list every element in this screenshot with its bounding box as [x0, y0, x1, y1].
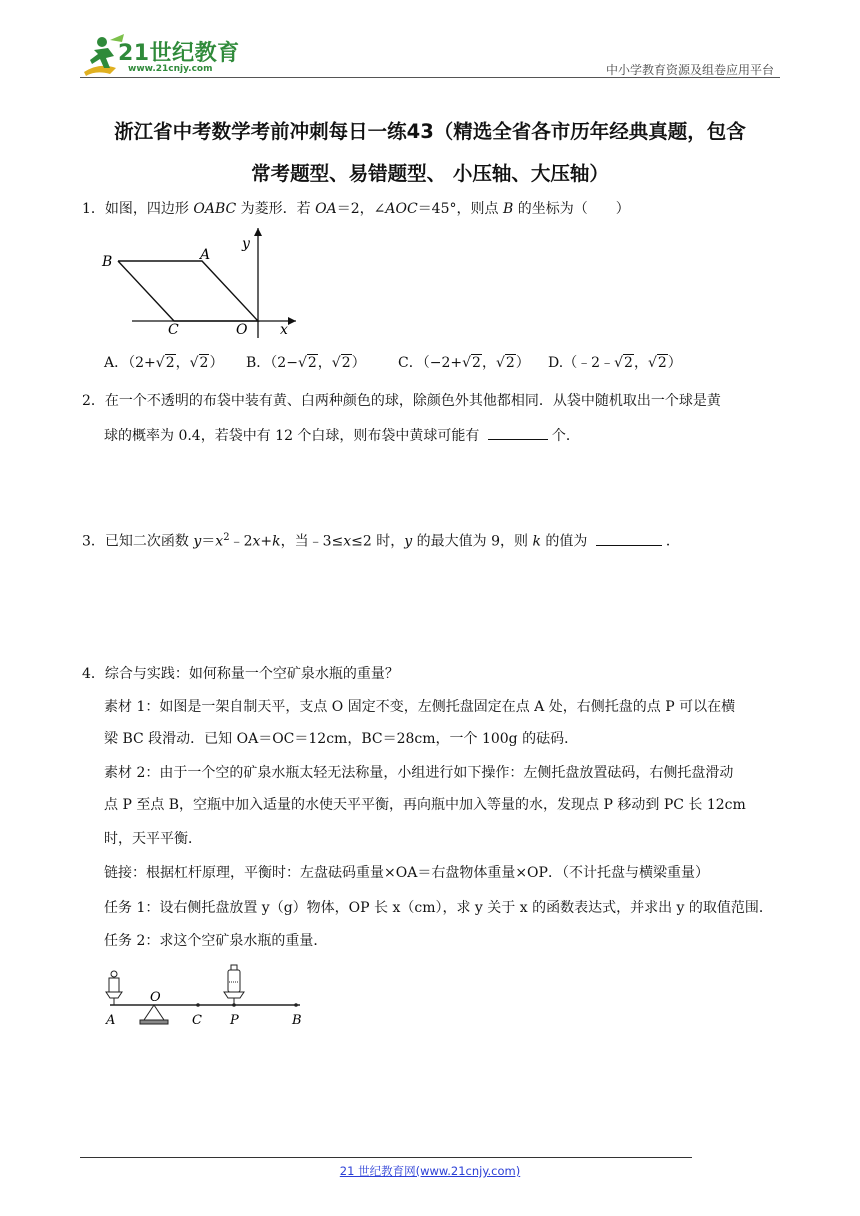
bottle-cap: [231, 965, 237, 970]
text: （−2+: [422, 355, 463, 371]
math-var: OABC: [193, 201, 237, 217]
radicand: 2: [624, 355, 633, 371]
option-B[interactable]: B．（2−√2，√2）: [246, 355, 366, 371]
point-C-dot: [196, 1003, 200, 1007]
option-D[interactable]: D.（﹣2﹣√2，√2）: [548, 355, 682, 371]
text: 在一个不透明的布袋中装有黄、白两种颜色的球，除颜色外其他都相同．从袋中随机取出一个球是黄: [104, 393, 721, 409]
option-label: A．: [104, 355, 129, 371]
question-1-stem: [82, 199, 630, 219]
axis-label-y: y: [242, 236, 250, 252]
fulcrum-base: [140, 1020, 168, 1024]
x-axis-arrow: [288, 317, 296, 325]
text: ＝2，∠: [336, 201, 386, 217]
option-C[interactable]: C．（−2+√2，√2）: [398, 355, 530, 371]
page-title-line1: 浙江省中考数学考前冲刺每日一练43（精选全省各市历年经典真题，包含: [114, 120, 746, 143]
text: 个．: [551, 428, 580, 444]
point-label-B: B: [292, 1013, 302, 1028]
point-label-O: O: [150, 990, 161, 1005]
math-var: y: [193, 533, 202, 550]
text: ）: [667, 355, 682, 371]
link-text: 链接：根据杠杆原理，平衡时：左盘砝码重量×OA＝右盘物体重量×OP．（不计托盘与横梁重量）: [104, 865, 709, 881]
footer-divider: [80, 1157, 692, 1158]
math-var: OA: [315, 201, 337, 217]
option-label: B．: [246, 355, 271, 371]
text: ，: [175, 355, 190, 371]
left-pan: [106, 992, 122, 998]
bottle-icon: [228, 970, 240, 992]
answer-blank[interactable]: [596, 531, 662, 546]
radicand: 2: [199, 355, 209, 371]
text: ，: [317, 355, 332, 371]
answer-blank[interactable]: [488, 425, 548, 440]
point-label-C: C: [168, 322, 179, 338]
text: +: [260, 533, 273, 550]
header-divider: [80, 77, 780, 78]
logo-url-text: www.21cnjy.com: [128, 64, 213, 74]
text: （﹣2﹣: [563, 355, 615, 371]
text: （2+: [128, 355, 156, 371]
question-number: 4．: [82, 666, 105, 682]
radicand: 2: [472, 355, 481, 371]
text: 的值为: [540, 533, 592, 550]
point-B-dot: [294, 1003, 298, 1007]
math-var: B: [502, 201, 514, 217]
text: ，: [633, 355, 648, 371]
fulcrum: [144, 1005, 164, 1020]
weight-knob: [111, 971, 117, 977]
point-P-dot: [232, 1003, 236, 1007]
radicand: 2: [657, 355, 667, 371]
text: 的最大值为 9，则: [412, 533, 533, 550]
text: ）: [351, 355, 366, 371]
rhombus-shape: [118, 261, 258, 321]
material-2-line1: 素材 2：由于一个空的矿泉水瓶太轻无法称量，小组进行如下操作：左侧托盘放置砝码，右侧托盘滑动: [104, 765, 734, 781]
option-label: D.: [548, 355, 564, 371]
text: 已知二次函数: [104, 533, 194, 550]
text: ＝: [201, 533, 216, 550]
exponent: 2: [223, 532, 230, 543]
point-label-P: P: [230, 1013, 239, 1028]
text: （2−: [270, 355, 298, 371]
task-1-text: 任务 1：设右侧托盘放置 y（g）物体，OP 长 x（cm），求 y 关于 x 的函数表达式，并求出 y 的取值范围．: [104, 900, 773, 916]
radicand: 2: [341, 355, 351, 371]
text: ，当﹣3≤: [280, 533, 344, 550]
balance-figure: [100, 962, 310, 1028]
text: ﹣2: [229, 533, 253, 550]
logo-brand-text: 21世纪教育: [118, 41, 240, 66]
text: ）: [515, 355, 530, 371]
point-label-B: B: [102, 254, 113, 270]
y-axis-arrow: [254, 228, 262, 236]
radicand: 2: [505, 355, 515, 371]
text: ≤2 时，: [351, 533, 405, 550]
option-label: C．: [398, 355, 423, 371]
question-number: 2．: [82, 393, 105, 409]
text: 球的概率为 0.4，若袋中有 12 个白球，则布袋中黄球可能有: [104, 428, 484, 444]
text: ，: [481, 355, 496, 371]
text: 为菱形．若: [236, 201, 316, 217]
question-3-stem: [82, 528, 680, 552]
math-var: y: [404, 533, 413, 550]
material-1-line1: 素材 1：如图是一架自制天平，支点 O 固定不变，左侧托盘固定在点 A 处，右侧托盘的点 P 可以在横: [104, 699, 736, 715]
footer-link[interactable]: 21 世纪教育网(www.21cnjy.com): [339, 1164, 521, 1178]
option-A[interactable]: A．（2+√2，√2）: [104, 355, 224, 371]
text: ．: [665, 533, 680, 550]
question-number: 1．: [82, 201, 105, 217]
math-var: k: [272, 533, 281, 550]
question-4-intro: [82, 664, 399, 684]
material-1-line2: 梁 BC 段滑动．已知 OA＝OC＝12cm，BC＝28cm，一个 100g 的砝码．: [104, 731, 579, 747]
math-var: x: [343, 533, 352, 550]
task-2-text: 任务 2：求这个空矿泉水瓶的重量．: [104, 933, 328, 949]
material-2-line2: 点 P 至点 B，空瓶中加入适量的水使天平平衡，再向瓶中加入等量的水，发现点 P 移动到 PC 长 12cm: [104, 797, 746, 813]
math-var: x: [252, 533, 261, 550]
text: ＝45°，则点: [417, 201, 503, 217]
question-2-line2: [104, 425, 580, 446]
header-platform-text: 中小学教育资源及组卷应用平台: [605, 63, 774, 77]
radicand: 2: [307, 355, 317, 371]
math-var: k: [532, 533, 541, 550]
point-label-A: A: [200, 247, 211, 263]
point-label-C: C: [192, 1013, 202, 1028]
material-2-line3: 时，天平平衡．: [104, 831, 202, 847]
text: 的坐标为（ ）: [513, 201, 630, 217]
right-pan: [224, 992, 244, 998]
text: ）: [209, 355, 224, 371]
point-label-A: A: [106, 1013, 116, 1028]
text: 如图，四边形: [104, 201, 194, 217]
math-var: x: [215, 533, 224, 550]
page-title-line2: 常考题型、易错题型、 小压轴、大压轴）: [251, 162, 609, 185]
radicand: 2: [165, 355, 175, 371]
rhombus-figure: [96, 226, 306, 344]
axis-label-x: x: [280, 322, 288, 338]
point-label-O: O: [236, 322, 248, 338]
question-2-line1: [82, 391, 721, 411]
weight-block: [109, 978, 119, 992]
math-var: AOC: [385, 201, 418, 217]
question-number: 3．: [82, 533, 105, 550]
text: 综合与实践：如何称量一个空矿泉水瓶的重量？: [104, 666, 399, 682]
